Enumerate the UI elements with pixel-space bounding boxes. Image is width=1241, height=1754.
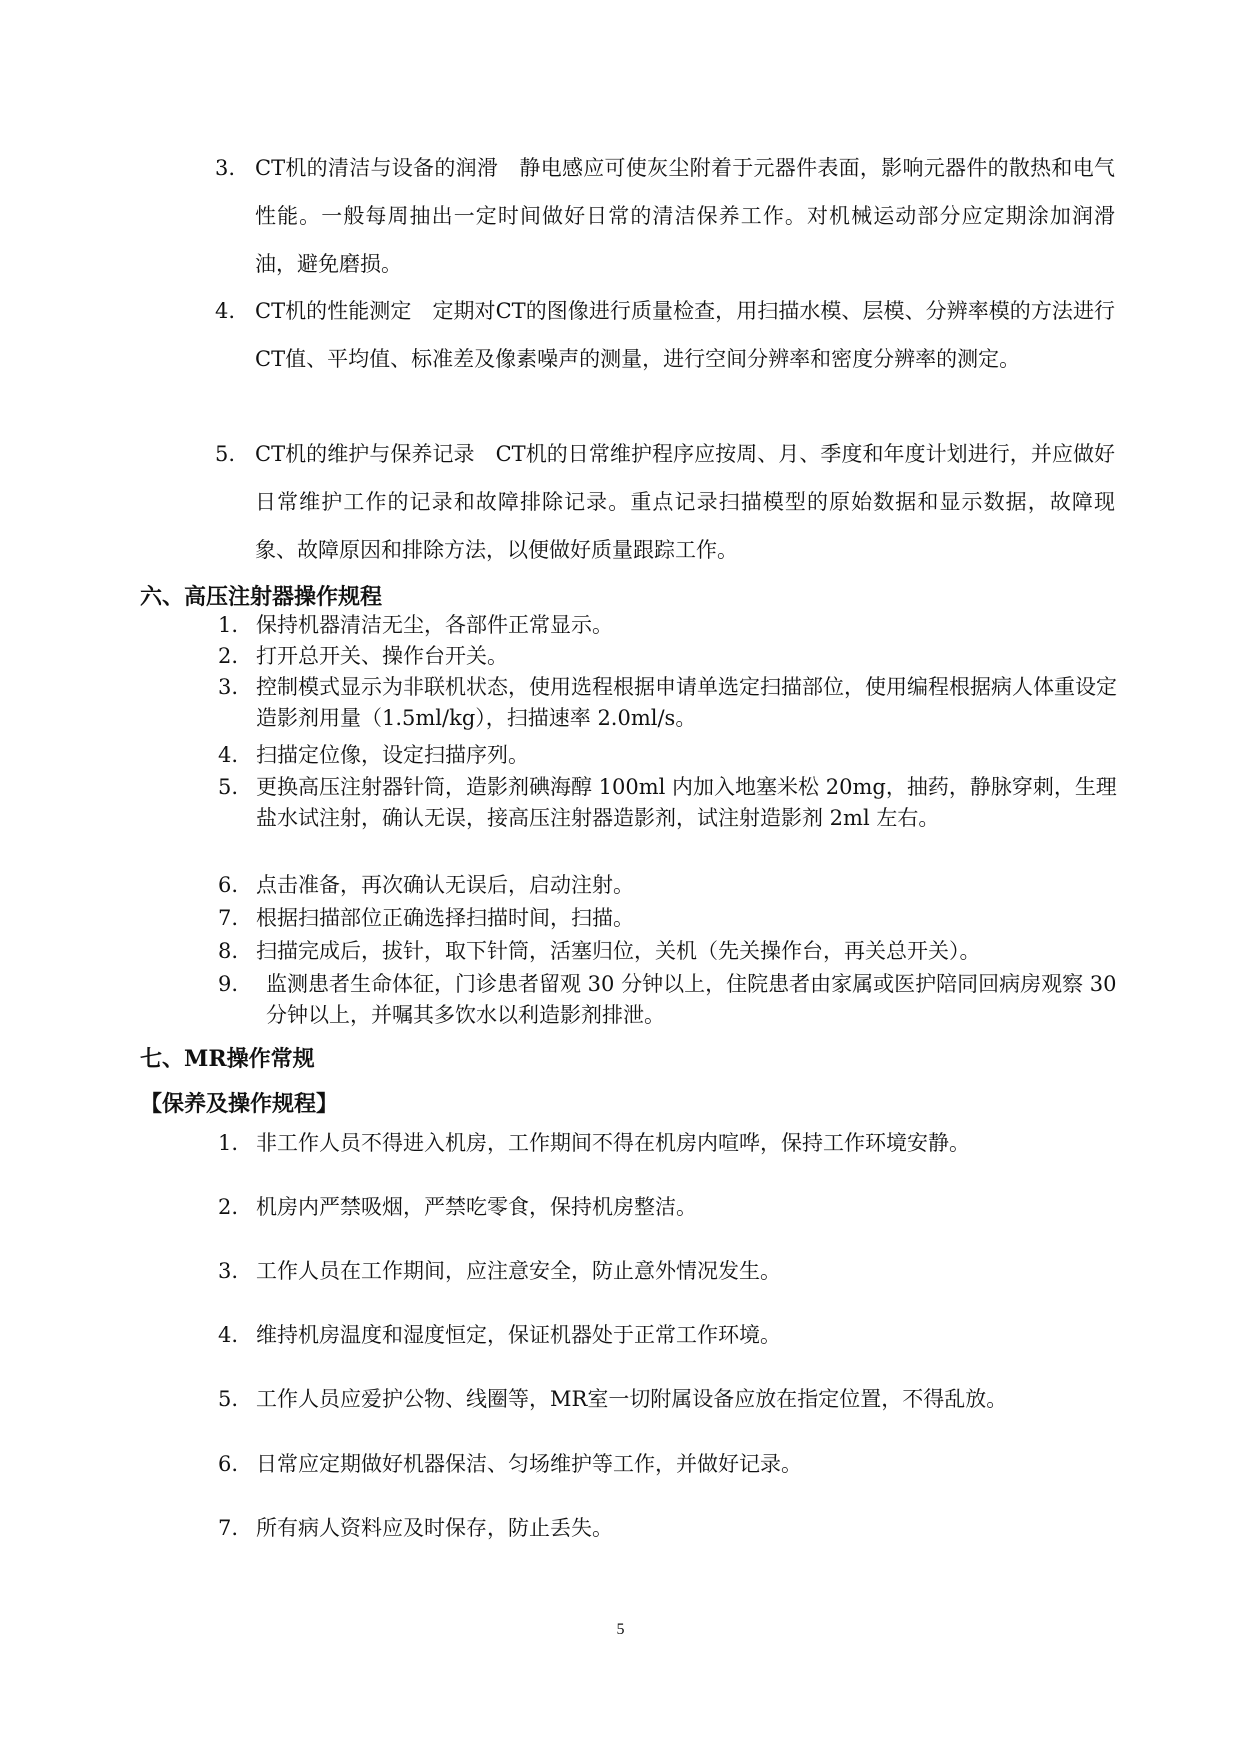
- item-number: 3.: [218, 675, 239, 699]
- item-number: 1.: [218, 1131, 239, 1155]
- mr-item-2: [218, 1192, 1118, 1222]
- page-number: 5: [616, 1621, 625, 1638]
- item-number: 5.: [218, 1387, 239, 1411]
- item-number: 5.: [218, 775, 239, 799]
- item-number: 2.: [218, 1195, 239, 1219]
- section-7-title: 七、MR操作常规: [140, 1046, 315, 1072]
- injector-item-6: [218, 870, 1118, 901]
- ct-item-5: [215, 430, 1115, 574]
- item-text: CT机的维护与保养记录 CT机的日常维护程序应按周、月、季度和年度计划进行，并应做好日常维护工作的记录和故障排除记录。重点记录扫描模型的原始数据和显示数据，故障现象、故障原因和排除方法，以便做好质量跟踪工作。: [255, 442, 1115, 562]
- injector-item-1: [218, 610, 1118, 641]
- item-number: 3.: [215, 156, 236, 180]
- mr-item-5: [218, 1384, 1118, 1414]
- section-6-title: 六、高压注射器操作规程: [140, 584, 383, 610]
- section-7-subtitle: 【保养及操作规程】: [140, 1091, 339, 1117]
- item-text: CT机的性能测定 定期对CT的图像进行质量检查，用扫描水模、层模、分辨率模的方法进行CT值、平均值、标准差及像素噪声的测量，进行空间分辨率和密度分辨率的测定。: [255, 299, 1115, 371]
- item-number: 3.: [218, 1259, 239, 1283]
- mr-item-1: [218, 1128, 1118, 1158]
- item-text: 根据扫描部位正确选择扫描时间，扫描。: [256, 906, 634, 930]
- mr-item-7: [218, 1513, 1118, 1543]
- item-number: 5.: [215, 442, 236, 466]
- item-number: 4.: [218, 1323, 239, 1347]
- mr-item-6: [218, 1449, 1118, 1479]
- ct-item-3: [215, 144, 1115, 288]
- item-number: 4.: [218, 743, 239, 767]
- ct-item-4: [215, 287, 1115, 383]
- item-number: 4.: [215, 299, 236, 323]
- mr-item-3: [218, 1256, 1118, 1286]
- item-text: 工作人员应爱护公物、线圈等，MR室一切附属设备应放在指定位置，不得乱放。: [256, 1387, 1008, 1411]
- item-number: 9.: [218, 972, 239, 996]
- item-number: 7.: [218, 1516, 239, 1540]
- injector-item-2: [218, 641, 1118, 672]
- injector-item-7: [218, 903, 1118, 934]
- item-number: 6.: [218, 873, 239, 897]
- injector-item-3: [218, 672, 1118, 734]
- item-text: 扫描定位像，设定扫描序列。: [256, 743, 529, 767]
- item-text: 机房内严禁吸烟，严禁吃零食，保持机房整洁。: [256, 1195, 697, 1219]
- item-number: 7.: [218, 906, 239, 930]
- item-text: 扫描完成后，拔针，取下针筒，活塞归位，关机（先关操作台，再关总开关）。: [256, 939, 981, 963]
- injector-item-4: [218, 740, 1118, 771]
- item-text: 打开总开关、操作台开关。: [256, 644, 508, 668]
- item-text: 监测患者生命体征，门诊患者留观 30 分钟以上，住院患者由家属或医护陪同回病房观察 30 分钟以上，并嘱其多饮水以利造影剂排泄。: [266, 972, 1117, 1027]
- item-text: 保持机器清洁无尘，各部件正常显示。: [256, 613, 613, 637]
- item-text: 更换高压注射器针筒，造影剂碘海醇 100ml 内加入地塞米松 20mg，抽药，静脉穿刺，生理盐水试注射，确认无误，接高压注射器造影剂，试注射造影剂 2ml 左右。: [256, 775, 1117, 830]
- item-text: CT机的清洁与设备的润滑 静电感应可使灰尘附着于元器件表面，影响元器件的散热和电气性能。一般每周抽出一定时间做好日常的清洁保养工作。对机械运动部分应定期涂加润滑油，避免磨损。: [255, 156, 1115, 276]
- injector-item-9: [218, 969, 1118, 1031]
- injector-item-5: [218, 772, 1118, 834]
- item-number: 8.: [218, 939, 239, 963]
- mr-item-4: [218, 1320, 1118, 1350]
- item-number: 2.: [218, 644, 239, 668]
- item-number: 1.: [218, 613, 239, 637]
- item-text: 工作人员在工作期间，应注意安全，防止意外情况发生。: [256, 1259, 781, 1283]
- item-text: 维持机房温度和湿度恒定，保证机器处于正常工作环境。: [256, 1323, 781, 1347]
- injector-item-8: [218, 936, 1118, 967]
- item-text: 非工作人员不得进入机房，工作期间不得在机房内喧哗，保持工作环境安静。: [256, 1131, 970, 1155]
- item-text: 点击准备，再次确认无误后，启动注射。: [256, 873, 634, 897]
- item-text: 所有病人资料应及时保存，防止丢失。: [256, 1516, 613, 1540]
- item-text: 日常应定期做好机器保洁、匀场维护等工作，并做好记录。: [256, 1452, 802, 1476]
- item-number: 6.: [218, 1452, 239, 1476]
- item-text: 控制模式显示为非联机状态，使用选程根据申请单选定扫描部位，使用编程根据病人体重设定造影剂用量（1.5ml/kg），扫描速率 2.0ml/s。: [256, 675, 1117, 730]
